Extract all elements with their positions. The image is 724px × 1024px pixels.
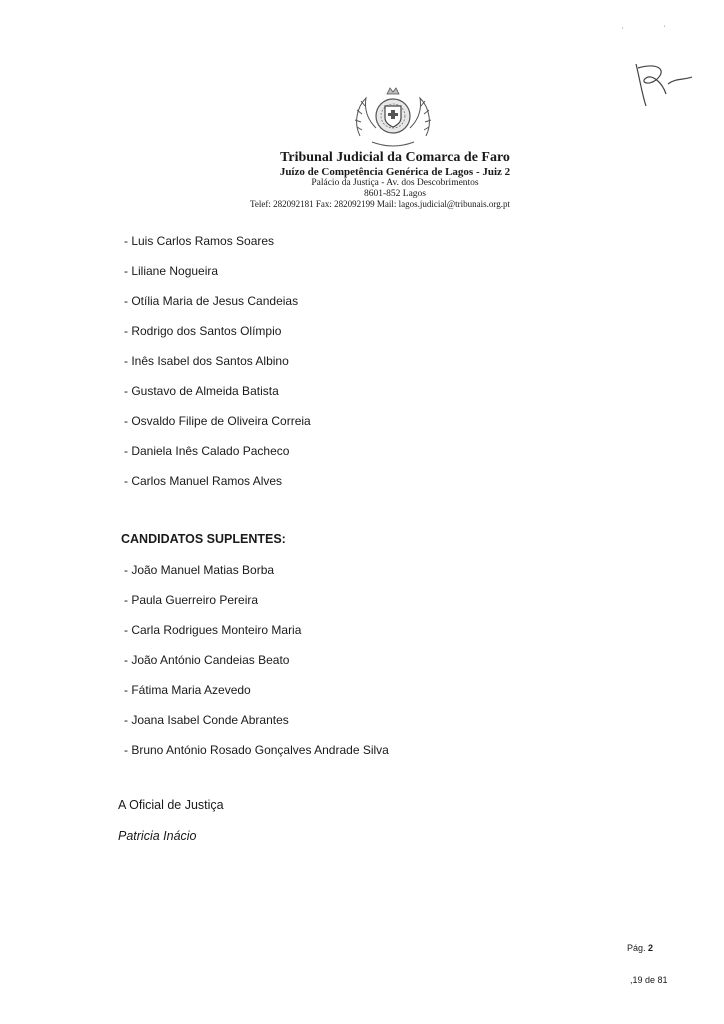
page-number-value: 2 [648, 943, 654, 953]
list-item: - Osvaldo Filipe de Oliveira Correia [124, 414, 311, 428]
list-item: - Paula Guerreiro Pereira [124, 593, 259, 607]
officer-title: A Oficial de Justiça [118, 798, 224, 812]
list-item: - Otília Maria de Jesus Candeias [124, 294, 299, 308]
court-address: Palácio da Justiça - Av. dos Descobrimentos [311, 178, 479, 188]
list-item: - Daniela Inês Calado Pacheco [124, 444, 290, 458]
substitute-candidates-list [124, 561, 389, 771]
list-item: - Carla Rodrigues Monteiro Maria [124, 623, 302, 637]
margin-mark: ' [664, 26, 666, 32]
list-item: - Gustavo de Almeida Batista [124, 384, 279, 398]
coat-of-arms-icon [352, 86, 434, 150]
list-item: - Rodrigo dos Santos Olímpio [124, 324, 282, 338]
list-item: - Carlos Manuel Ramos Alves [124, 474, 283, 488]
section-title: CANDIDATOS SUPLENTES: [121, 532, 286, 546]
page-number [627, 943, 653, 953]
list-item: - Bruno António Rosado Gonçalves Andrade Silva [124, 743, 389, 757]
list-item: - Fátima Maria Azevedo [124, 683, 251, 697]
list-item: - Joana Isabel Conde Abrantes [124, 713, 289, 727]
page-label: Pág. [627, 943, 646, 953]
court-postal-code: 8601-852 Lagos [363, 189, 426, 199]
letterhead [240, 150, 550, 200]
court-division: Juízo de Competência Genérica de Lagos - Juiz 2 [279, 166, 511, 178]
court-contacts: Telef: 282092181 Fax: 282092199 Mail: lagos.judicial@tribunais.org.pt [250, 199, 510, 209]
list-item: - João António Candeias Beato [124, 653, 290, 667]
page-count: ,19 de 81 [630, 975, 668, 985]
list-item: - Luis Carlos Ramos Soares [124, 234, 275, 248]
effective-candidates-list [124, 232, 311, 502]
list-item: - Inês Isabel dos Santos Albino [124, 354, 289, 368]
margin-mark: ' [622, 28, 624, 34]
list-item: - Liliane Nogueira [124, 264, 219, 278]
officer-name: Patricia Inácio [118, 829, 197, 843]
court-name: Tribunal Judicial da Comarca de Faro [280, 150, 510, 165]
list-item: - João Manuel Matias Borba [124, 563, 275, 577]
handwritten-initials [628, 60, 698, 110]
